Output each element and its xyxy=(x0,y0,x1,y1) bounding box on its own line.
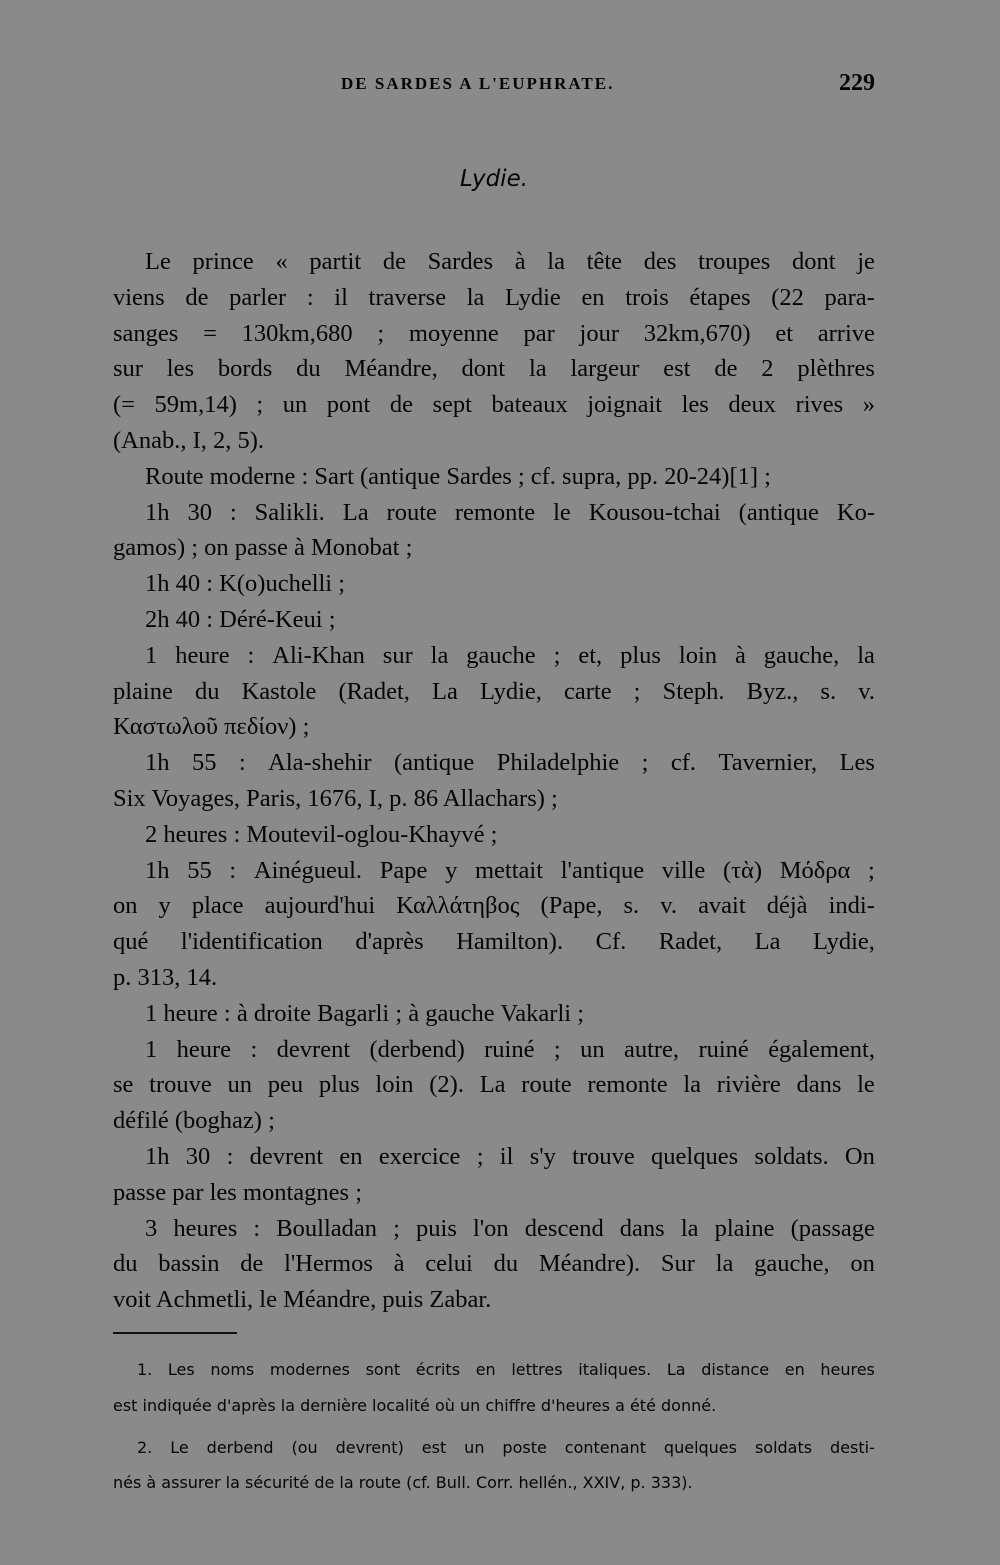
footnote xyxy=(113,1436,875,1508)
footnote-line: 1. Les noms modernes sont écrits en lettres italiques. La distance en heures xyxy=(137,1360,875,1379)
body-text xyxy=(113,244,875,1318)
text-line: Καστωλοῦ πεδίον) ; xyxy=(113,713,310,741)
text-line: qué l'identification d'après Hamilton). Cf. Radet, La Lydie, xyxy=(113,928,875,956)
text-line: se trouve un peu plus loin (2). La route remonte la rivière dans le xyxy=(113,1071,875,1099)
footnote-line: nés à assurer la sécurité de la route (cf. Bull. Corr. hellén., XXIV, p. 333). xyxy=(113,1473,693,1493)
text-line: 1 heure : à droite Bagarli ; à gauche Vakarli ; xyxy=(145,999,585,1027)
text-line: 1 heure : Ali-Khan sur la gauche ; et, plus loin à gauche, la xyxy=(145,641,875,669)
text-line: sanges = 130km,680 ; moyenne par jour 32km,670) et arrive xyxy=(113,319,875,347)
text-line: 1h 55 : Ainégueul. Pape y mettait l'antique ville (τὰ) Μόδρα ; xyxy=(145,856,875,884)
text-line: 2h 40 : Déré-Keui ; xyxy=(145,605,336,633)
footnote-line: est indiquée d'après la dernière localité où un chiffre d'heures a été donné. xyxy=(113,1395,717,1415)
text-line: viens de parler : il traverse la Lydie en trois étapes (22 para- xyxy=(113,283,875,311)
text-line: plaine du Kastole (Radet, La Lydie, carte ; Steph. Byz., s. v. xyxy=(113,677,875,705)
text-line: passe par les montagnes ; xyxy=(113,1178,363,1206)
text-line: 1 heure : devrent (derbend) ruiné ; un autre, ruiné également, xyxy=(145,1035,875,1063)
text-line: Le prince « partit de Sardes à la tête des troupes dont je xyxy=(145,248,875,275)
footnote-line: 2. Le derbend (ou devrent) est un poste contenant quelques soldats desti- xyxy=(137,1437,875,1457)
text-line: p. 313, 14. xyxy=(113,963,218,991)
text-line: 2 heures : Moutevil-oglou-Khayvé ; xyxy=(145,820,498,848)
text-line: 1h 55 : Ala-shehir (antique Philadelphie ; cf. Tavernier, Les xyxy=(145,749,875,777)
page-number: 229 xyxy=(839,70,875,96)
text-line: gamos) ; on passe à Monobat ; xyxy=(113,534,413,562)
text-line: 3 heures : Boulladan ; puis l'on descend dans la plaine (passage xyxy=(145,1214,875,1242)
footnote xyxy=(113,1358,875,1430)
text-line: (Anab., I, 2, 5). xyxy=(113,426,265,454)
section-title: Lydie. xyxy=(459,166,529,192)
running-head xyxy=(113,70,875,100)
text-line: Route moderne : Sart (antique Sardes ; cf. supra, pp. 20-24)[1] ; xyxy=(145,462,771,490)
text-line: Six Voyages, Paris, 1676, I, p. 86 Allachars) ; xyxy=(113,784,558,812)
text-line: 1h 30 : devrent en exercice ; il s'y trouve quelques soldats. On xyxy=(145,1142,875,1170)
footnotes xyxy=(113,1358,875,1507)
book-page xyxy=(113,0,875,1565)
text-line: 1h 40 : K(o)uchelli ; xyxy=(145,570,346,598)
text-line: défilé (boghaz) ; xyxy=(113,1107,275,1135)
text-line: on y place aujourd'hui Καλλάτηβος (Pape, s. v. avait déjà indi- xyxy=(113,892,875,920)
running-title: DE SARDES A L'EUPHRATE. xyxy=(341,74,615,93)
text-line: (= 59m,14) ; un pont de sept bateaux joignait les deux rives » xyxy=(113,391,875,419)
text-line: sur les bords du Méandre, dont la largeur est de 2 plèthres xyxy=(113,355,875,383)
text-line: voit Achmetli, le Méandre, puis Zabar. xyxy=(113,1286,492,1314)
footnote-rule xyxy=(113,1332,237,1334)
text-line: 1h 30 : Salikli. La route remonte le Kousou-tchai (antique Ko- xyxy=(145,498,875,526)
text-line: du bassin de l'Hermos à celui du Méandre). Sur la gauche, on xyxy=(113,1250,875,1278)
